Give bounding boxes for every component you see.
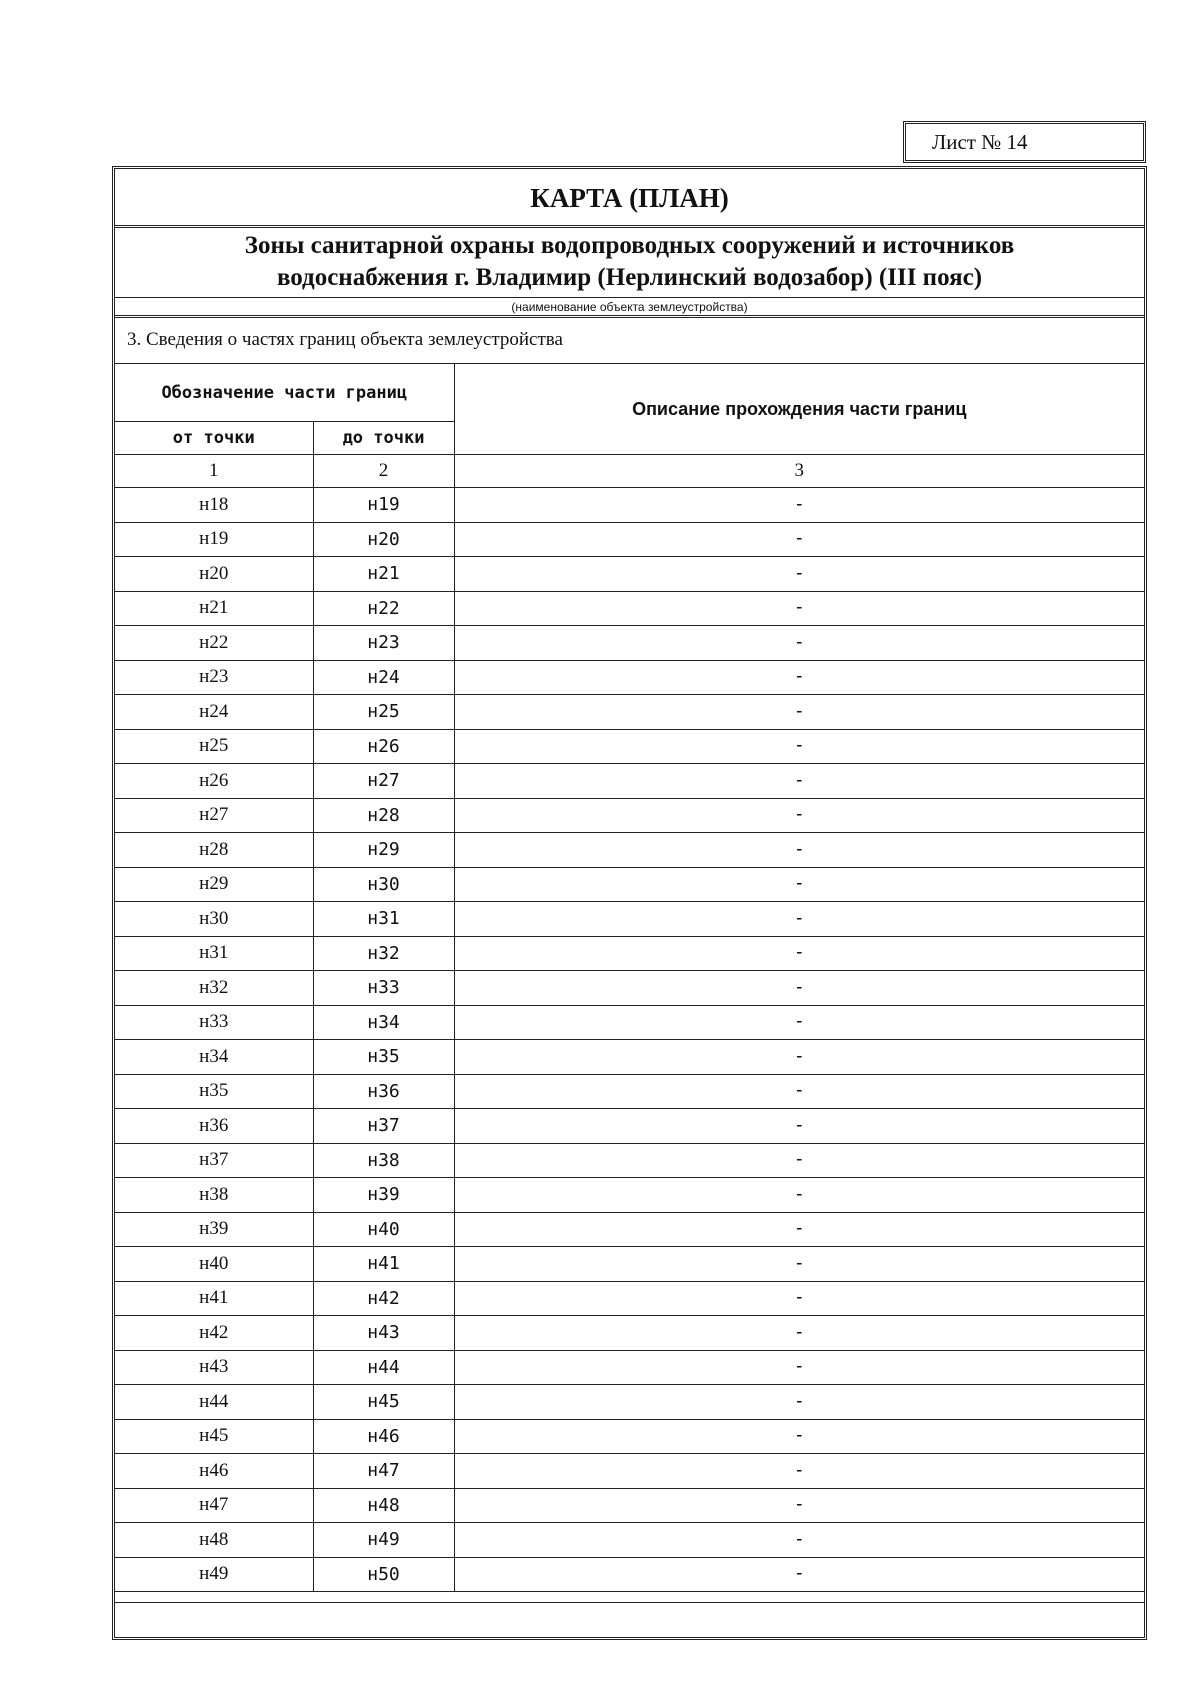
from-point-cell: н23	[115, 660, 313, 695]
from-point-cell: н25	[115, 729, 313, 764]
from-point-cell: н38	[115, 1178, 313, 1213]
to-point-cell: н31	[313, 902, 454, 937]
description-cell: -	[454, 557, 1144, 592]
from-point-cell: н21	[115, 591, 313, 626]
sheet-number-box	[903, 121, 1146, 163]
table-row	[115, 660, 1144, 695]
from-point-cell: н46	[115, 1454, 313, 1489]
from-point-cell: н41	[115, 1281, 313, 1316]
from-point-cell: н49	[115, 1557, 313, 1592]
from-point-cell: н40	[115, 1247, 313, 1282]
from-point-cell: н22	[115, 626, 313, 661]
table-row	[115, 971, 1144, 1006]
description-cell: -	[454, 1523, 1144, 1558]
to-point-cell: н23	[313, 626, 454, 661]
table-row	[115, 1005, 1144, 1040]
table-row	[115, 1523, 1144, 1558]
header-to-point: до точки	[313, 422, 454, 455]
description-cell: -	[454, 1488, 1144, 1523]
description-cell: -	[454, 695, 1144, 730]
description-cell: -	[454, 1419, 1144, 1454]
description-cell: -	[454, 1557, 1144, 1592]
to-point-cell: н37	[313, 1109, 454, 1144]
to-point-cell: н40	[313, 1212, 454, 1247]
to-point-cell: н49	[313, 1523, 454, 1558]
to-point-cell: н39	[313, 1178, 454, 1213]
from-point-cell: н24	[115, 695, 313, 730]
table-row	[115, 1212, 1144, 1247]
from-point-cell: н30	[115, 902, 313, 937]
object-name-caption: (наименование объекта землеустройства)	[115, 298, 1144, 318]
boundary-rows	[115, 488, 1144, 1592]
description-cell: -	[454, 1109, 1144, 1144]
from-point-cell: н48	[115, 1523, 313, 1558]
table-row	[115, 1385, 1144, 1420]
to-point-cell: н24	[313, 660, 454, 695]
object-name-line-2: водоснабжения г. Владимир (Нерлинский водозабор) (III пояс)	[276, 264, 983, 291]
header-description: Описание прохождения части границ	[454, 364, 1144, 455]
table-row	[115, 626, 1144, 661]
sheet-number-label: Лист № 14	[932, 130, 1028, 154]
from-point-cell: н19	[115, 522, 313, 557]
description-cell: -	[454, 833, 1144, 868]
to-point-cell: н28	[313, 798, 454, 833]
description-cell: -	[454, 1178, 1144, 1213]
table-row	[115, 833, 1144, 868]
to-point-cell: н32	[313, 936, 454, 971]
from-point-cell: н45	[115, 1419, 313, 1454]
to-point-cell: н26	[313, 729, 454, 764]
document-title: КАРТА (ПЛАН)	[115, 169, 1144, 228]
from-point-cell: н26	[115, 764, 313, 799]
description-cell: -	[454, 488, 1144, 523]
column-number-1: 1	[115, 455, 313, 488]
table-row	[115, 591, 1144, 626]
description-cell: -	[454, 1143, 1144, 1178]
column-number-3: 3	[454, 455, 1144, 488]
to-point-cell: н20	[313, 522, 454, 557]
table-row	[115, 1557, 1144, 1592]
description-cell: -	[454, 522, 1144, 557]
description-cell: -	[454, 798, 1144, 833]
description-cell: -	[454, 1212, 1144, 1247]
description-cell: -	[454, 1005, 1144, 1040]
description-cell: -	[454, 1074, 1144, 1109]
to-point-cell: н27	[313, 764, 454, 799]
to-point-cell: н43	[313, 1316, 454, 1351]
from-point-cell: н32	[115, 971, 313, 1006]
to-point-cell: н38	[313, 1143, 454, 1178]
to-point-cell: н29	[313, 833, 454, 868]
description-cell: -	[454, 1040, 1144, 1075]
from-point-cell: н20	[115, 557, 313, 592]
table-row	[115, 1040, 1144, 1075]
from-point-cell: н35	[115, 1074, 313, 1109]
to-point-cell: н33	[313, 971, 454, 1006]
from-point-cell: н28	[115, 833, 313, 868]
from-point-cell: н29	[115, 867, 313, 902]
table-row	[115, 1247, 1144, 1282]
to-point-cell: н35	[313, 1040, 454, 1075]
description-cell: -	[454, 936, 1144, 971]
to-point-cell: н36	[313, 1074, 454, 1109]
from-point-cell: н42	[115, 1316, 313, 1351]
description-cell: -	[454, 1350, 1144, 1385]
to-point-cell: н45	[313, 1385, 454, 1420]
to-point-cell: н34	[313, 1005, 454, 1040]
description-cell: -	[454, 1454, 1144, 1489]
description-cell: -	[454, 626, 1144, 661]
description-cell: -	[454, 1385, 1144, 1420]
description-cell: -	[454, 902, 1144, 937]
table-row	[115, 1109, 1144, 1144]
to-point-cell: н50	[313, 1557, 454, 1592]
from-point-cell: н27	[115, 798, 313, 833]
table-row	[115, 729, 1144, 764]
table-row	[115, 1281, 1144, 1316]
from-point-cell: н18	[115, 488, 313, 523]
from-point-cell: н44	[115, 1385, 313, 1420]
table-row	[115, 1143, 1144, 1178]
from-point-cell: н43	[115, 1350, 313, 1385]
table-row	[115, 764, 1144, 799]
bottom-strip	[115, 1602, 1144, 1637]
to-point-cell: н21	[313, 557, 454, 592]
to-point-cell: н25	[313, 695, 454, 730]
description-cell: -	[454, 1316, 1144, 1351]
table-row	[115, 936, 1144, 971]
table-row	[115, 798, 1144, 833]
boundary-parts-table	[115, 364, 1144, 1592]
to-point-cell: н46	[313, 1419, 454, 1454]
table-row	[115, 1316, 1144, 1351]
to-point-cell: н41	[313, 1247, 454, 1282]
to-point-cell: н30	[313, 867, 454, 902]
column-number-2: 2	[313, 455, 454, 488]
description-cell: -	[454, 1247, 1144, 1282]
from-point-cell: н47	[115, 1488, 313, 1523]
object-name	[115, 228, 1144, 298]
table-row	[115, 1454, 1144, 1489]
table-row	[115, 902, 1144, 937]
table-row	[115, 488, 1144, 523]
object-name-line-1: Зоны санитарной охраны водопроводных сооружений и источников	[244, 232, 1015, 259]
from-point-cell: н39	[115, 1212, 313, 1247]
table-row	[115, 695, 1144, 730]
table-row	[115, 557, 1144, 592]
table-row	[115, 1488, 1144, 1523]
description-cell: -	[454, 867, 1144, 902]
to-point-cell: н22	[313, 591, 454, 626]
description-cell: -	[454, 971, 1144, 1006]
description-cell: -	[454, 729, 1144, 764]
from-point-cell: н36	[115, 1109, 313, 1144]
description-cell: -	[454, 591, 1144, 626]
to-point-cell: н42	[313, 1281, 454, 1316]
document-frame	[112, 166, 1147, 1640]
from-point-cell: н31	[115, 936, 313, 971]
section-title: 3. Сведения о частях границ объекта землеустройства	[115, 318, 1144, 364]
to-point-cell: н47	[313, 1454, 454, 1489]
table-row	[115, 1419, 1144, 1454]
description-cell: -	[454, 1281, 1144, 1316]
table-row	[115, 522, 1144, 557]
to-point-cell: н48	[313, 1488, 454, 1523]
header-from-point: от точки	[115, 422, 313, 455]
from-point-cell: н33	[115, 1005, 313, 1040]
table-row	[115, 1178, 1144, 1213]
table-row	[115, 1074, 1144, 1109]
table-row	[115, 867, 1144, 902]
description-cell: -	[454, 764, 1144, 799]
table-row	[115, 1350, 1144, 1385]
to-point-cell: н19	[313, 488, 454, 523]
to-point-cell: н44	[313, 1350, 454, 1385]
from-point-cell: н37	[115, 1143, 313, 1178]
header-boundary-designation: Обозначение части границ	[115, 364, 454, 422]
description-cell: -	[454, 660, 1144, 695]
from-point-cell: н34	[115, 1040, 313, 1075]
